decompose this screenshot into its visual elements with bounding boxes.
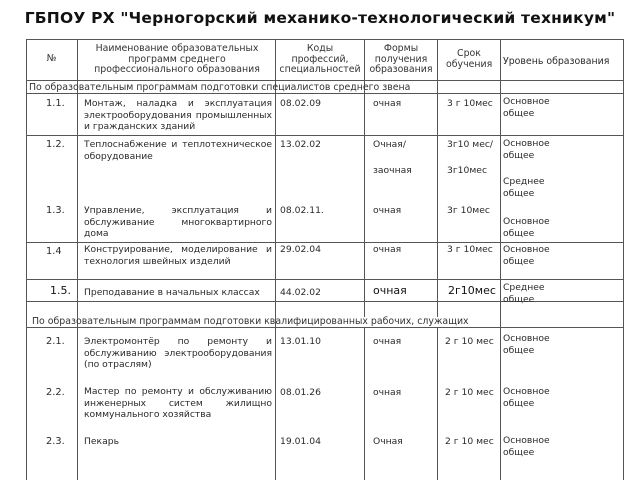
education-level: Основное общее (503, 386, 550, 409)
header-term: Срок обучения (446, 48, 493, 70)
row-number: 1.4 (46, 246, 62, 257)
column-divider (437, 327, 438, 480)
program-name: Мастер по ремонту и обслуживанию инженерных систем жилищно коммунального хозяйства (84, 386, 272, 420)
program-name: Теплоснабжение и теплотехническое оборудование (84, 139, 272, 162)
education-form: Очная (373, 436, 403, 447)
education-form: очная (373, 244, 402, 255)
education-level: Среднее общее (503, 282, 545, 305)
section-title: По образовательным программам подготовки специалистов среднего звена (29, 82, 411, 93)
row-number: 1.5. (50, 284, 71, 297)
row-divider (26, 80, 624, 81)
header-codes: Коды профессий, специальностей (279, 43, 361, 75)
row-number: 1.1. (46, 98, 65, 109)
study-term: 3 г 10мес (447, 98, 493, 109)
education-form-secondary: заочная (373, 165, 412, 176)
program-code: 13.02.02 (280, 139, 321, 150)
program-code: 08.02.09 (280, 98, 321, 109)
header-level: Уровень образования (503, 56, 610, 67)
row-divider (26, 279, 624, 280)
study-term: 3 г 10мес (447, 244, 493, 255)
education-form: очная (373, 98, 402, 109)
row-divider (26, 242, 624, 243)
program-name: Электромонтёр по ремонту и обслуживанию электрооборудования (по отраслям) (84, 336, 272, 370)
page-title: ГБПОУ РХ "Черногорский механико-технологический техникум" (24, 9, 616, 27)
program-code: 08.01.26 (280, 387, 321, 398)
education-level: Основное общее (503, 138, 550, 161)
header-program: Наименование образовательных программ среднего профессионального образования (94, 43, 260, 75)
row-number: 2.1. (46, 336, 65, 347)
column-divider (77, 39, 78, 480)
education-level: Основное общее (503, 244, 550, 267)
row-number: 2.3. (46, 436, 65, 447)
study-term: 2 г 10 мес (445, 387, 494, 398)
table-border-top (26, 39, 624, 40)
program-code: 44.02.02 (280, 287, 321, 298)
section-title: По образовательным программам подготовки квалифицированных рабочих, служащих (32, 316, 469, 327)
column-divider (275, 39, 276, 480)
program-name: Управление, эксплуатация и обслуживание многоквартирного дома (84, 205, 272, 239)
education-level: Основное общее (503, 216, 550, 239)
education-form: очная (373, 336, 402, 347)
education-form: очная (373, 205, 402, 216)
program-name: Монтаж, наладка и эксплуатация электрооборудования промышленных и гражданских зданий (84, 98, 272, 132)
column-divider (364, 327, 365, 480)
program-code: 13.01.10 (280, 336, 321, 347)
study-term-secondary: 3г10мес (447, 165, 487, 176)
header-forms: Формы получения образования (369, 43, 433, 75)
education-form: очная (373, 387, 402, 398)
study-term: 2г10мес (448, 284, 496, 297)
education-form: Очная/ (373, 139, 406, 150)
program-code: 29.02.04 (280, 244, 321, 255)
row-divider (26, 327, 624, 328)
program-name: Пекарь (84, 436, 119, 447)
row-divider (26, 93, 624, 94)
study-term: 3г10 мес/ (447, 139, 494, 150)
education-level: Основное общее (503, 333, 550, 356)
header-num: № (46, 53, 57, 64)
table-border-right (623, 39, 624, 480)
education-programs-table (26, 39, 624, 480)
row-number: 1.3. (46, 205, 65, 216)
row-divider (26, 135, 624, 136)
column-divider (500, 39, 501, 480)
program-name: Конструирование, моделирование и технология швейных изделий (84, 244, 272, 267)
education-level: Основное общее (503, 435, 550, 458)
program-code: 19.01.04 (280, 436, 321, 447)
study-term: 3г 10мес (447, 205, 490, 216)
program-code: 08.02.11. (280, 205, 324, 216)
education-level-secondary: Среднее общее (503, 176, 545, 199)
study-term: 2 г 10 мес (445, 336, 494, 347)
program-name: Преподавание в начальных классах (84, 287, 260, 298)
education-form: очная (373, 284, 407, 297)
table-border-left (26, 39, 27, 480)
row-number: 2.2. (46, 387, 65, 398)
education-level: Основное общее (503, 96, 550, 119)
study-term: 2 г 10 мес (445, 436, 494, 447)
row-number: 1.2. (46, 139, 65, 150)
